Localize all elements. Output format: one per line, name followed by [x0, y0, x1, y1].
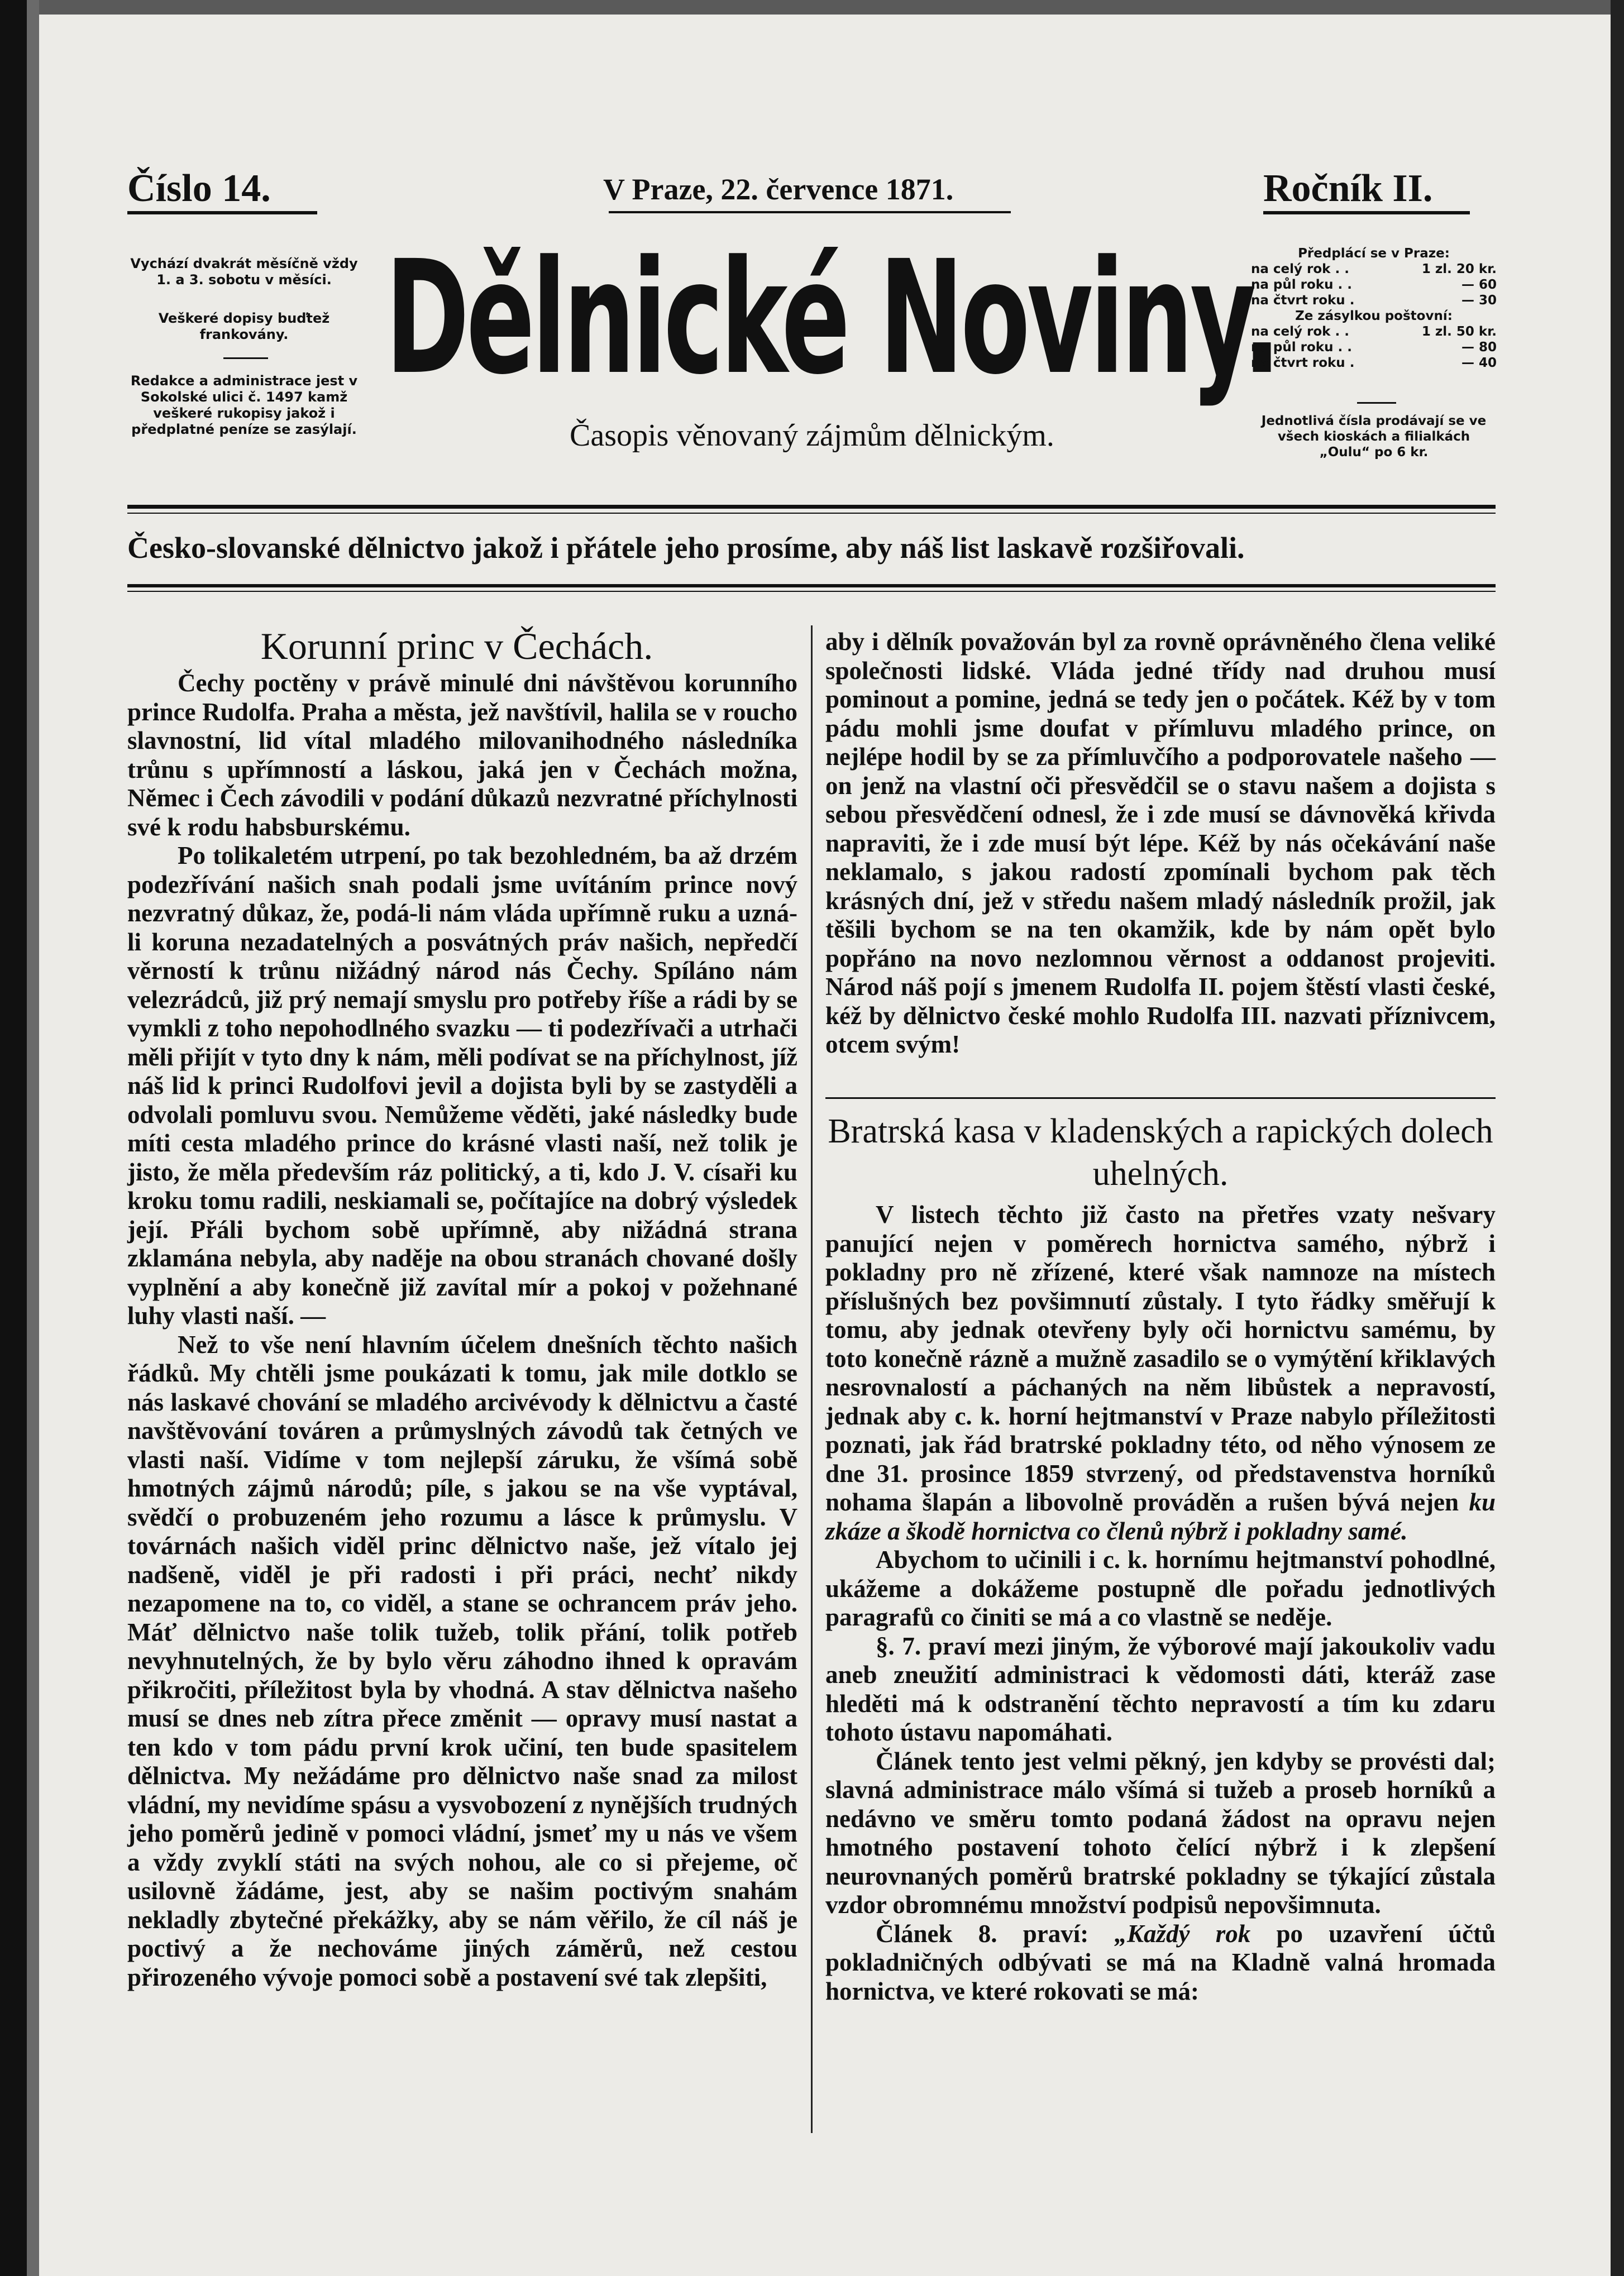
masthead-rule-thin [127, 513, 1496, 514]
italic-text: „Každý rok [1114, 1919, 1251, 1948]
price-label: na čtvrt roku . [1251, 356, 1355, 370]
price-value: — 80 [1461, 340, 1497, 355]
editorial-address-note: Redakce a administrace jest v Sokolské ulici č. 1497 kamž veškeré rukopisy jakož i předplatné peníze se zasýlají. [130, 373, 358, 437]
price-row [1251, 261, 1497, 277]
left-notes-divider [223, 357, 268, 359]
paragraph: aby i dělník považován byl za rovně oprávněného člena veliké společnosti lidské. Vláda jedné třídy nad druhou musí pominout a pomine, jedná se tedy jen o počátek. Kéž by v tom pádu mohli jsme doufat v přímluvu mladého prince, on nejlépe hodil by se za přímluvčího a podporovatele našeho — on jenž na vlastní oči přesvědčil se o stavu našem a dojista s sebou přesvědčení odnesl, že i zde musí se dávnověká křivda napraviti, že i zde musí být lépe. Kéž by nás očekávání naše neklamalo, s jakou radostí zpomínali bychom pak těch krásných dní, jež v středu našem mladý následník prožil, jak těšili bychom se na ten okamžik, kde by nám opět bylo popřáno na novo nezlomnou věrnost a oddanost projeviti. Národ náš pojí s jmenem Rudolfa II. pojem štěstí vlasti české, kéž by dělnictvo české mohlo Rudolfa III. nazvati příznivcem, otcem svým! [825, 628, 1496, 1058]
article-body-crown-prince [127, 669, 797, 1992]
appeal-rule-thick [127, 584, 1496, 587]
newspaper-subtitle: Časopis věnovaný zájmům dělnickým. [570, 418, 1054, 453]
price-row [1251, 277, 1497, 293]
price-value: — 40 [1461, 356, 1497, 370]
letters-note: Veškeré dopisy buďtež frankovány. [158, 310, 330, 342]
price-row [1251, 355, 1497, 371]
issue-underline [127, 211, 317, 214]
masthead-rule-thick [127, 505, 1496, 509]
article-title-crown-prince: Korunní princ v Čechách. [260, 625, 653, 667]
price-row [1251, 324, 1497, 340]
paragraph [825, 1201, 1496, 1546]
price-label: na celý rok . . [1251, 324, 1349, 339]
italic-text: ku zkáze a škodě hornictva co členů nýbrž i pokladny samé. [825, 1488, 1496, 1545]
prague-heading: Předplácí se v Praze: [1298, 246, 1450, 261]
price-row [1251, 293, 1497, 308]
paragraph-text: Článek 8. praví: [876, 1919, 1089, 1948]
subscription-prices [1251, 246, 1497, 371]
single-copy-note: Jednotlivá čísla prodávají se ve všech kioskách a filialkách „Oulu“ po 6 kr. [1261, 414, 1487, 460]
price-label: na celý rok . . [1251, 262, 1349, 276]
price-value: — 60 [1461, 278, 1497, 292]
paragraph [825, 1920, 1496, 2006]
paragraph: Čechy poctěny v právě minulé dni návštěvou korunního prince Rudolfa. Praha a města, jež navštívil, halila se v roucho slavnostní, lid vítal mladého milovanihodného následníka trůnu s upřímností a láskou, jaká jen v Čechách možna, Němec i Čech závodili v podání důkazů nezvratné příchylnosti své k rodu habsburskému. [127, 669, 797, 841]
paragraph: Abychom to učinili i c. k. hornímu hejtmanství pohodlné, ukážeme a dokážeme postupně dle pořadu jednotlivých paragrafů co činiti se má a co vlastně se neděje. [825, 1546, 1496, 1631]
scan-edge-left [0, 0, 27, 2276]
volume-underline [1263, 211, 1470, 214]
date-underline [609, 211, 1011, 213]
price-label: na půl roku . . [1251, 278, 1352, 292]
paragraph: Po tolikaletém utrpení, po tak bezohledném, ba až drzém podezřívání našich snah podali jsme uvítáním prince nový nezvratný důkaz, že, podá-li nám vláda upřímně ruku a uzná-li koruna nezadatelných a posvátných práv našich, nepředčí věrností k trůnu nižádný národ nás Čechy. Spíláno nám velezrádců, již prý nemají smyslu pro potřeby říše a rádi by se vymkli z toho nepohodlného svazku — ti podezřívači a utrhači měli přijít v tyto dny k nám, měli podívat se na příchylnost, jíž náš lid k princi Rudolfovi jevil a dojista byli by se zastyděli a odvolali pomluvu svou. Nemůžeme věděti, jaké následky bude míti cesta mladého prince do krásné vlasti naší, než tolik je jisto, že měla především ráz politický, a ti, kdo J. V. císaři ku kroku tomu radili, neskiamali se, počítajíce na dobrý výsledek její. Přáli bychom sobě upřímně, aby nižádná strana zklamána nebyla, aby naděje na obou stranách chované došly vyplnění a aby konečně již zavítal mír a pokoj v požehnané luhy vlasti naší. — [127, 841, 797, 1330]
scan-edge-top [0, 0, 1624, 15]
article-continuation [825, 628, 1496, 1059]
paragraph: Článek tento jest velmi pěkný, jen kdyby se provésti dal; slavná administrace málo všímá si tužeb a proseb horníků a nedávno ve směru tomto podaná žádost na opravu nejen hmotného postavení tohoto čelící nýbrž i k zlepšení neurovnaných poměrů bratrské pokladny se týkající zůstala vzdor obromnému množství podpisů nepovšimnuta. [825, 1747, 1496, 1919]
article-title-brotherhood-fund: Bratrská kasa v kladenských a rapických dolech uhelných. [828, 1112, 1493, 1193]
price-row [1251, 340, 1497, 355]
article-body-brotherhood-fund [825, 1201, 1496, 2006]
article-separator [825, 1097, 1496, 1099]
paragraph-text: V listech těchto již často na přetřes vzaty nešvary panující nejen v poměrech hornictva samého, nýbrž i pokladny pro ně zřízené, které však namnoze na místech příslušných bez povšimnutí zůstaly. I tyto řádky směřují k tomu, aby jednak otevřeny byly oči hornictvu samému, by toto konečně rázně a mužně zasadilo se o vymýtění křiklavých nesrovnalostí a páchaných na něm libůstek a nepravostí, jednak aby c. k. horní hejtmanství v Praze nabylo příležitosti poznati, jak řád bratrské pokladny této, od něho výnosem ze dne 31. prosince 1859 stvrzený, od představenstva horníků nohama šlapán a libovolně prováděn a rušen bývá nejen [825, 1201, 1496, 1516]
column-divider [811, 625, 813, 2133]
prices-divider [1357, 402, 1396, 404]
price-value: — 30 [1461, 293, 1497, 308]
scan-edge-right [1611, 0, 1624, 2276]
newspaper-title: Dělnické Noviny. [385, 227, 1278, 409]
post-heading: Ze zásylkou poštovní: [1295, 309, 1453, 323]
publication-frequency-note: Vychází dvakrát měsíčně vždy 1. a 3. sobotu v měsíci. [130, 256, 358, 288]
volume-number: Ročník II. [1263, 167, 1433, 210]
paragraph: Než to vše není hlavním účelem dnešních těchto našich řádků. My chtěli jsme poukázati k tomu, jak mile dotklo se nás laskavé chování se mladého arcivévody k dělnictvu a časté navštěvování továren a průmyslných závodů tak četných ve vlasti naší. Vidíme v tom nejlepší záruku, že všímá sobě hmotných zájmů národů; píle, s jakou se na vše vyptával, svědčí o probuzeném jeho rozumu a lásce k průmyslu. V továrnách našich viděl princ dělnictvo naše, jež vítalo jej nadšeně, viděl je při radosti i při práci, nechť nikdy nezapomene na to, co viděl, a stane se ochrancem práv jeho. Máť dělnictvo naše tolik tužeb, tolik přání, tolik potřeb nevyhnutelných, že by bylo věru záhodno ihned k opravám přikročiti, příležitost byla by vhodná. A stav dělnictva našeho musí se dnes neb zítra přece změnit — opravy musí nastat a ten kdo v tom pádu první krok učiní, ten bude spasitelem dělnictva. My nežádáme pro dělnictvo naše snad za milost vládní, my nevidíme spásu a vysvobození z nynějších trudných jeho poměrů jedině v pomoci vládní, jsmeť my u nás ve všem a vždy zvyklí státi na svých nohou, ale co si přejeme, oč usilovně žádáme, jest, aby se našim poctivým snahám nekladly zbytečné překážky, aby se nám věřilo, že cíl náš je poctivý a že nechováme jiných záměrů, než cestou přirozeného vývoje pomoci sobě a postavení své tak zlepšiti, [127, 1330, 797, 1991]
price-value: 1 zl. 50 kr. [1421, 324, 1497, 339]
price-label: na půl roku . . [1251, 340, 1352, 355]
scan-edge-left-shadow [27, 0, 39, 2276]
issue-number: Číslo 14. [127, 167, 271, 210]
price-label: na čtvrt roku . [1251, 293, 1355, 308]
appeal-banner: Česko-slovanské dělnictvo jakož i přátele jeho prosíme, aby náš list laskavě rozšiřovali. [127, 531, 1245, 565]
paragraph: §. 7. praví mezi jiným, že výborové mají jakoukoliv vadu aneb zneužití administraci k vědomosti dáti, kteráž zase hleděti má k odstranění těchto nepravostí a tím ku zdaru tohoto ústavu napomáhati. [825, 1632, 1496, 1746]
price-value: 1 zl. 20 kr. [1421, 262, 1497, 276]
issue-date: V Praze, 22. července 1871. [603, 173, 954, 206]
appeal-rule-thin [127, 591, 1496, 592]
paragraph-text: po uzavření účtů pokladničných odbývati se má na Kladně valná hromada hornictva, ve které rokovati se má: [825, 1919, 1496, 2005]
